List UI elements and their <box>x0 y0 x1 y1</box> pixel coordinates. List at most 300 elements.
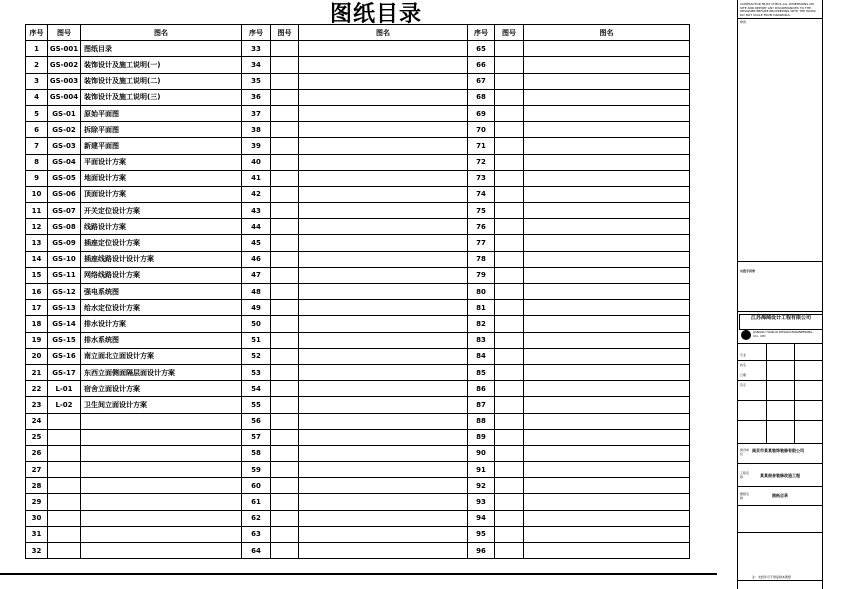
cell-name <box>299 316 468 332</box>
cell-name <box>299 267 468 283</box>
cell-name: 排水设计方案 <box>81 316 242 332</box>
cell-name <box>299 462 468 478</box>
cell-name <box>299 219 468 235</box>
cell-no: 63 <box>242 526 271 542</box>
cell-name <box>299 235 468 251</box>
divider <box>738 400 822 401</box>
table-row <box>26 316 690 332</box>
divider <box>738 505 822 506</box>
cell-no: 55 <box>242 397 271 413</box>
cell-name <box>524 105 690 121</box>
cell-no: 59 <box>242 462 271 478</box>
cell-code: GS-03 <box>48 138 81 154</box>
cell-code: GS-11 <box>48 267 81 283</box>
cell-no: 21 <box>26 364 48 380</box>
cell-code: GS-05 <box>48 170 81 186</box>
titleblock-border-bottom <box>737 580 823 581</box>
cell-code: GS-001 <box>48 41 81 57</box>
cell-code <box>495 138 524 154</box>
cell-code <box>495 73 524 89</box>
cell-no: 46 <box>242 251 271 267</box>
cell-code <box>271 300 299 316</box>
cell-name <box>524 543 690 559</box>
cell-no: 16 <box>26 284 48 300</box>
cell-no: 76 <box>468 219 495 235</box>
table-row <box>26 235 690 251</box>
cell-no: 43 <box>242 203 271 219</box>
cell-no: 81 <box>468 300 495 316</box>
cell-no: 7 <box>26 138 48 154</box>
cell-no: 31 <box>26 526 48 542</box>
cell-name: 装饰设计及施工说明(三) <box>81 89 242 105</box>
cell-name <box>81 429 242 445</box>
cell-no: 37 <box>242 105 271 121</box>
cell-no: 77 <box>468 235 495 251</box>
cell-name: 平面设计方案 <box>81 154 242 170</box>
cell-code <box>495 267 524 283</box>
cell-name <box>299 526 468 542</box>
cell-code: GS-16 <box>48 348 81 364</box>
cell-name <box>524 41 690 57</box>
cell-name: 网络线路设计方案 <box>81 267 242 283</box>
cell-name <box>524 510 690 526</box>
cell-name <box>524 235 690 251</box>
cell-no: 74 <box>468 186 495 202</box>
cell-name <box>299 445 468 461</box>
sheet-border-bottom <box>0 573 717 575</box>
cell-name <box>524 122 690 138</box>
divider <box>794 343 795 443</box>
cell-code <box>271 41 299 57</box>
cell-name <box>524 300 690 316</box>
cell-code <box>495 413 524 429</box>
cell-name <box>524 186 690 202</box>
stamp-label: 姓名 <box>740 363 747 367</box>
cell-no: 3 <box>26 73 48 89</box>
cell-name: 顶面设计方案 <box>81 186 242 202</box>
table-row <box>26 300 690 316</box>
cell-code: GS-04 <box>48 154 81 170</box>
table-row <box>26 170 690 186</box>
cell-no: 75 <box>468 203 495 219</box>
cell-code <box>271 57 299 73</box>
cell-code <box>271 235 299 251</box>
cell-code <box>271 267 299 283</box>
cell-name <box>299 381 468 397</box>
cell-name <box>524 284 690 300</box>
cell-no: 25 <box>26 429 48 445</box>
cell-no: 57 <box>242 429 271 445</box>
table-row <box>26 494 690 510</box>
table-row <box>26 284 690 300</box>
cell-code <box>495 57 524 73</box>
cell-code <box>495 332 524 348</box>
cell-name: 原始平面图 <box>81 105 242 121</box>
cell-code <box>271 89 299 105</box>
table-row <box>26 267 690 283</box>
cell-code: GS-09 <box>48 235 81 251</box>
cell-name <box>81 526 242 542</box>
drawing-list-table <box>25 24 690 559</box>
cell-no: 11 <box>26 203 48 219</box>
cell-code <box>495 170 524 186</box>
cell-code: GS-10 <box>48 251 81 267</box>
cell-code <box>271 138 299 154</box>
cell-no: 62 <box>242 510 271 526</box>
cell-name: 强电系统图 <box>81 284 242 300</box>
cell-no: 70 <box>468 122 495 138</box>
cell-no: 4 <box>26 89 48 105</box>
cell-code <box>271 122 299 138</box>
cell-name <box>299 138 468 154</box>
table-row <box>26 57 690 73</box>
cell-name: 新建平面图 <box>81 138 242 154</box>
drawing-name: 图纸目录 <box>772 493 788 498</box>
seal-label: 出图专用章 <box>740 269 756 273</box>
cell-no: 64 <box>242 543 271 559</box>
project-name: 某某宿舍装修改造工程 <box>760 473 800 478</box>
cell-no: 85 <box>468 364 495 380</box>
cell-name <box>524 138 690 154</box>
cell-no: 12 <box>26 219 48 235</box>
table-row <box>26 41 690 57</box>
cell-no: 42 <box>242 186 271 202</box>
cell-no: 89 <box>468 429 495 445</box>
titleblock-border-right <box>822 0 823 589</box>
cell-code <box>495 364 524 380</box>
title-block <box>738 0 822 580</box>
table-row <box>26 122 690 138</box>
page-title: 图纸目录 <box>330 2 423 27</box>
divider <box>738 343 822 344</box>
cell-code <box>271 364 299 380</box>
cell-no: 94 <box>468 510 495 526</box>
cell-code: GS-12 <box>48 284 81 300</box>
cell-code <box>271 251 299 267</box>
cell-no: 96 <box>468 543 495 559</box>
header-name: 图名 <box>299 25 468 41</box>
drawing-label: 图纸名称 <box>740 492 750 500</box>
divider <box>738 18 822 19</box>
cell-code <box>271 203 299 219</box>
cell-code: GS-17 <box>48 364 81 380</box>
cell-code <box>271 348 299 364</box>
cell-name <box>524 348 690 364</box>
divider <box>738 443 822 444</box>
cell-name <box>524 526 690 542</box>
cell-no: 50 <box>242 316 271 332</box>
cell-code <box>495 494 524 510</box>
cell-no: 13 <box>26 235 48 251</box>
cell-no: 29 <box>26 494 48 510</box>
table-row <box>26 381 690 397</box>
cell-code <box>495 300 524 316</box>
header-no: 序号 <box>242 25 271 41</box>
cell-name <box>81 445 242 461</box>
divider <box>766 343 767 443</box>
cell-no: 60 <box>242 478 271 494</box>
cell-code <box>271 462 299 478</box>
cell-no: 19 <box>26 332 48 348</box>
cell-no: 56 <box>242 413 271 429</box>
cell-no: 14 <box>26 251 48 267</box>
cell-code <box>271 543 299 559</box>
cell-no: 34 <box>242 57 271 73</box>
cell-code <box>495 154 524 170</box>
header-code: 图号 <box>271 25 299 41</box>
cell-name <box>524 57 690 73</box>
cell-no: 61 <box>242 494 271 510</box>
cell-code <box>48 526 81 542</box>
cell-code: L-02 <box>48 397 81 413</box>
cell-name <box>299 348 468 364</box>
cell-code <box>495 526 524 542</box>
cell-no: 17 <box>26 300 48 316</box>
cell-code <box>48 478 81 494</box>
cell-code <box>48 462 81 478</box>
cell-name: 开关定位设计方案 <box>81 203 242 219</box>
cell-no: 18 <box>26 316 48 332</box>
cell-name: 卫生间立面设计方案 <box>81 397 242 413</box>
cell-name <box>299 105 468 121</box>
cell-no: 86 <box>468 381 495 397</box>
table-header-row <box>26 25 690 41</box>
table-row <box>26 251 690 267</box>
cell-no: 36 <box>242 89 271 105</box>
cell-name <box>299 170 468 186</box>
cell-no: 1 <box>26 41 48 57</box>
cell-code <box>48 494 81 510</box>
cell-name: 线路设计方案 <box>81 219 242 235</box>
stamp-label: 签字 <box>740 383 747 387</box>
cell-code: GS-01 <box>48 105 81 121</box>
cell-name: 排水系统图 <box>81 332 242 348</box>
cell-name <box>299 57 468 73</box>
cell-no: 20 <box>26 348 48 364</box>
cell-name <box>524 462 690 478</box>
cell-name: 南立面北立面设计方案 <box>81 348 242 364</box>
cell-code <box>495 478 524 494</box>
cell-no: 66 <box>468 57 495 73</box>
project-label: 工程名称 <box>740 471 750 479</box>
cell-code <box>271 445 299 461</box>
table-row <box>26 510 690 526</box>
header-no: 序号 <box>26 25 48 41</box>
cell-no: 38 <box>242 122 271 138</box>
client-name: 南京市某某装饰装修有限公司 <box>752 448 804 453</box>
table-row <box>26 429 690 445</box>
cell-no: 8 <box>26 154 48 170</box>
cell-name <box>299 41 468 57</box>
cell-no: 6 <box>26 122 48 138</box>
client-label: 建设单位 <box>740 448 750 456</box>
cell-name <box>299 186 468 202</box>
cell-code <box>495 219 524 235</box>
cell-no: 82 <box>468 316 495 332</box>
cell-no: 67 <box>468 73 495 89</box>
cell-code <box>495 543 524 559</box>
table-row <box>26 138 690 154</box>
cell-no: 15 <box>26 267 48 283</box>
cell-code: GS-15 <box>48 332 81 348</box>
divider <box>738 311 822 312</box>
header-name: 图名 <box>524 25 690 41</box>
cell-no: 90 <box>468 445 495 461</box>
divider <box>738 420 822 421</box>
cell-name <box>524 445 690 461</box>
cell-name <box>299 154 468 170</box>
cell-code <box>271 526 299 542</box>
cell-code <box>495 510 524 526</box>
cell-code <box>495 105 524 121</box>
cell-no: 88 <box>468 413 495 429</box>
footer-note: 注：未经许可不得复制本图纸 <box>752 575 792 579</box>
company-name: 江苏海阔设计工程有限公司 <box>739 314 823 330</box>
table-row <box>26 186 690 202</box>
cell-code <box>495 122 524 138</box>
cell-name: 图纸目录 <box>81 41 242 57</box>
cell-no: 78 <box>468 251 495 267</box>
cell-name <box>524 332 690 348</box>
table-row <box>26 203 690 219</box>
cell-no: 84 <box>468 348 495 364</box>
table-row <box>26 219 690 235</box>
cell-no: 52 <box>242 348 271 364</box>
table-row <box>26 413 690 429</box>
table-row <box>26 543 690 559</box>
table-row <box>26 478 690 494</box>
cell-no: 93 <box>468 494 495 510</box>
cell-no: 95 <box>468 526 495 542</box>
cell-name <box>524 316 690 332</box>
table-row <box>26 154 690 170</box>
contractor-notes: CONTRACTOR MUST CHECK ALL DIMENSIONS ON SITE AND REPORT ANY DISCREPANCIES TO THE DESIGNER BEFORE PROCEEDING WITH THE WORK. DO NOT SCALE FROM DRAWINGS. <box>740 2 817 17</box>
divider <box>738 486 822 487</box>
cell-name: 装饰设计及施工说明(一) <box>81 57 242 73</box>
cell-code <box>495 89 524 105</box>
cell-code <box>495 445 524 461</box>
cell-code <box>495 316 524 332</box>
table-row <box>26 105 690 121</box>
cell-no: 41 <box>242 170 271 186</box>
cell-code <box>271 73 299 89</box>
divider <box>738 360 822 361</box>
cell-no: 32 <box>26 543 48 559</box>
cell-no: 87 <box>468 397 495 413</box>
cell-name <box>81 494 242 510</box>
revision-label: 修改 <box>740 20 747 24</box>
cell-code: GS-06 <box>48 186 81 202</box>
cell-code <box>271 494 299 510</box>
cell-code <box>48 445 81 461</box>
cell-no: 22 <box>26 381 48 397</box>
table-row <box>26 445 690 461</box>
cell-no: 92 <box>468 478 495 494</box>
cell-name <box>299 332 468 348</box>
cell-name <box>299 203 468 219</box>
cell-code <box>271 413 299 429</box>
cell-name <box>299 510 468 526</box>
cell-name <box>524 413 690 429</box>
cell-name <box>299 429 468 445</box>
cell-no: 2 <box>26 57 48 73</box>
cell-name <box>81 413 242 429</box>
cell-name <box>299 494 468 510</box>
cell-code <box>48 510 81 526</box>
cell-code <box>271 284 299 300</box>
cell-code: GS-13 <box>48 300 81 316</box>
cell-name: 装饰设计及施工说明(二) <box>81 73 242 89</box>
cell-code <box>495 348 524 364</box>
cell-code: L-01 <box>48 381 81 397</box>
cell-code <box>271 332 299 348</box>
cell-no: 48 <box>242 284 271 300</box>
cell-code <box>48 543 81 559</box>
cell-name <box>524 478 690 494</box>
cell-code <box>495 284 524 300</box>
cell-name <box>524 364 690 380</box>
cell-name: 插座线路设计设计方案 <box>81 251 242 267</box>
cell-code <box>271 219 299 235</box>
cell-name <box>524 494 690 510</box>
cell-code: GS-08 <box>48 219 81 235</box>
header-name: 图名 <box>81 25 242 41</box>
cell-name <box>524 397 690 413</box>
cell-code <box>495 251 524 267</box>
cell-no: 23 <box>26 397 48 413</box>
cell-code: GS-004 <box>48 89 81 105</box>
cell-code <box>495 397 524 413</box>
cell-no: 79 <box>468 267 495 283</box>
table-row <box>26 73 690 89</box>
cell-no: 40 <box>242 154 271 170</box>
cell-name <box>524 154 690 170</box>
cell-name <box>524 89 690 105</box>
cell-no: 83 <box>468 332 495 348</box>
cell-code: GS-002 <box>48 57 81 73</box>
cell-name: 插座定位设计方案 <box>81 235 242 251</box>
cell-code <box>48 413 81 429</box>
cell-name <box>299 478 468 494</box>
cell-no: 47 <box>242 267 271 283</box>
company-logo <box>741 330 751 340</box>
cell-code: GS-02 <box>48 122 81 138</box>
company-name-en: JIANGSU HAIKUO DESIGN ENGINEERING CO., LTD <box>753 330 813 338</box>
cell-no: 5 <box>26 105 48 121</box>
table-row <box>26 526 690 542</box>
cell-name <box>524 381 690 397</box>
cell-name <box>524 203 690 219</box>
cell-no: 65 <box>468 41 495 57</box>
table-row <box>26 348 690 364</box>
cell-name <box>81 478 242 494</box>
cell-name <box>299 300 468 316</box>
cell-name <box>81 510 242 526</box>
cell-no: 24 <box>26 413 48 429</box>
cell-code <box>271 397 299 413</box>
cell-code: GS-07 <box>48 203 81 219</box>
header-no: 序号 <box>468 25 495 41</box>
cell-no: 68 <box>468 89 495 105</box>
divider <box>738 261 822 262</box>
table-row <box>26 332 690 348</box>
cell-name <box>524 219 690 235</box>
cell-code <box>495 186 524 202</box>
cell-name <box>81 462 242 478</box>
table-row <box>26 462 690 478</box>
table-row <box>26 397 690 413</box>
cell-no: 33 <box>242 41 271 57</box>
